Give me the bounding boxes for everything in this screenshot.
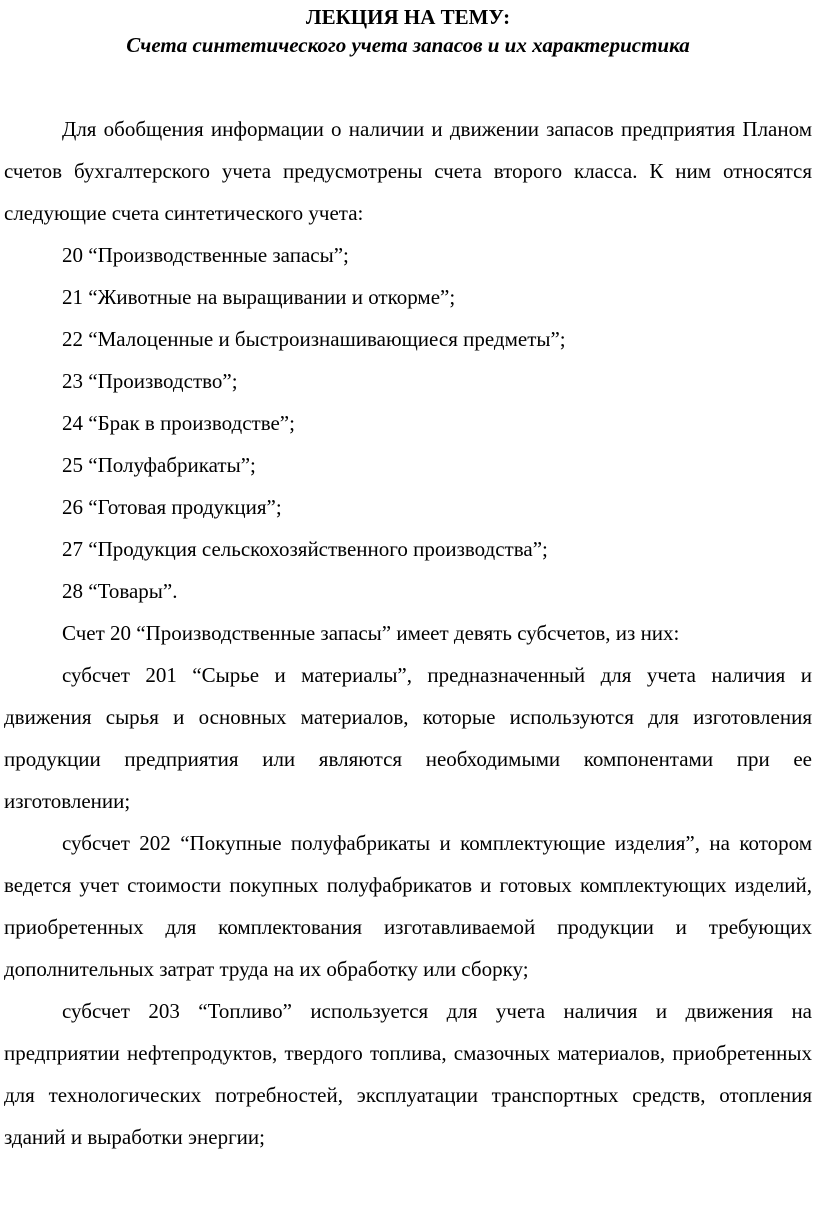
account-item: 22 “Малоценные и быстроизнашивающиеся предметы”;: [62, 327, 566, 351]
subaccount-paragraph: субсчет 202 “Покупные полуфабрикаты и комплектующие изделия”, на котором ведется учет стоимости покупных полуфабрикатов и готовых комплектующих изделий, приобретенных для комплектования изготавливаемой продукции и требующих дополнительных затрат труда на их обработку или сборку;: [4, 831, 812, 981]
subaccounts-intro: Счет 20 “Производственные запасы” имеет девять субсчетов, из них:: [62, 621, 680, 645]
page-subtitle: Счета синтетического учета запасов и их характеристика: [126, 33, 690, 57]
intro-paragraph: Для обобщения информации о наличии и движении запасов предприятия Планом счетов бухгалтерского учета предусмотрены счета второго класса. К ним относятся следующие счета синтетического учета:: [4, 117, 812, 225]
account-item: 26 “Готовая продукция”;: [62, 495, 282, 519]
account-item: 20 “Производственные запасы”;: [62, 243, 349, 267]
account-item: 28 “Товары”.: [62, 579, 178, 603]
account-item: 24 “Брак в производстве”;: [62, 411, 295, 435]
account-item: 23 “Производство”;: [62, 369, 238, 393]
subaccount-paragraph: субсчет 201 “Сырье и материалы”, предназначенный для учета наличия и движения сырья и основных материалов, которые используются для изготовления продукции предприятия или являются необходимыми компонентами при ее изготовлении;: [4, 663, 812, 813]
subaccount-paragraph: субсчет 203 “Топливо” используется для учета наличия и движения на предприятии нефтепродуктов, твердого топлива, смазочных материалов, приобретенных для технологических потребностей, эксплуатации транспортных средств, отопления зданий и выработки энергии;: [4, 999, 812, 1149]
page-title: ЛЕКЦИЯ НА ТЕМУ:: [305, 5, 511, 29]
account-item: 25 “Полуфабрикаты”;: [62, 453, 256, 477]
document-body: [4, 108, 812, 1158]
account-item: 27 “Продукция сельскохозяйственного производства”;: [62, 537, 548, 561]
account-item: 21 “Животные на выращивании и откорме”;: [62, 285, 456, 309]
